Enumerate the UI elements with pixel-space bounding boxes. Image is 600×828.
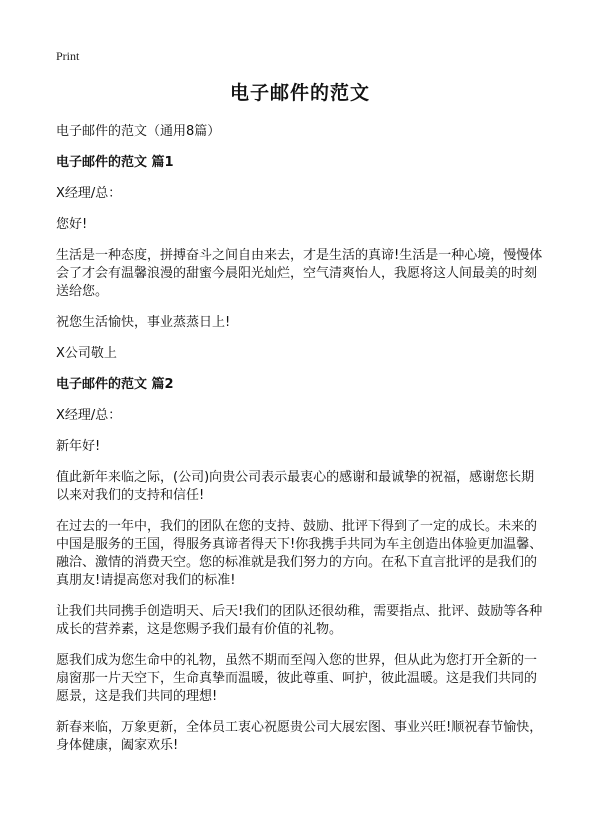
greeting: 新年好! (56, 439, 101, 454)
salutation: X经理/总： (56, 186, 122, 201)
section-heading-1: 电子邮件的范文 篇1 (56, 155, 174, 170)
greeting: 您好! (56, 217, 88, 232)
closing-wish: 祝您生活愉快，事业蒸蒸日上! (56, 315, 231, 330)
body-paragraph: 生活是一种态度，拼搏奋斗之间自由来去，才是生活的真谛!生活是一种心境，慢慢体会了才会有温馨浪漫的甜蜜今晨阳光灿烂，空气清爽怡人，我愿将这人间最美的时刻送给您。 (56, 248, 543, 299)
body-paragraph: 在过去的一年中，我们的团队在您的支持、鼓励、批评下得到了一定的成长。未来的中国是服务的王国，得服务真谛者得天下!你我携手共同为车主创造出体验更加温馨、融洽、激情的消费天空。您的标准就是我们努力的方向。在私下直言批评的是我们的真朋友!请提高您对我们的标准! (56, 519, 543, 588)
body-paragraph: 新春来临，万象更新，全体员工衷心祝愿贵公司大展宏图、事业兴旺!顺祝春节愉快，身体健康，阖家欢乐! (56, 720, 543, 753)
page-title: 电子邮件的范文 (229, 82, 370, 104)
salutation: X经理/总： (56, 408, 122, 423)
body-paragraph: 值此新年来临之际，(公司)向贵公司表示最衷心的感谢和最诚挚的祝福，感谢您长期以来对我们的支持和信任! (56, 470, 535, 503)
print-link[interactable]: Print (56, 49, 80, 63)
body-paragraph: 让我们共同携手创造明天、后天!我们的团队还很幼稚，需要指点、批评、鼓励等各种成长的营养素，这是您赐予我们最有价值的礼物。 (56, 604, 543, 637)
signature: X公司敬上 (56, 346, 117, 361)
section-heading-2: 电子邮件的范文 篇2 (56, 377, 174, 392)
subtitle: 电子邮件的范文（通用8篇） (56, 124, 221, 139)
body-paragraph: 愿我们成为您生命中的礼物，虽然不期而至闯入您的世界，但从此为您打开全新的一扇窗那一片天空下，生命真挚而温暖，彼此尊重、呵护，彼此温暖。这是我们共同的愿景，这是我们共同的理想! (56, 653, 538, 704)
